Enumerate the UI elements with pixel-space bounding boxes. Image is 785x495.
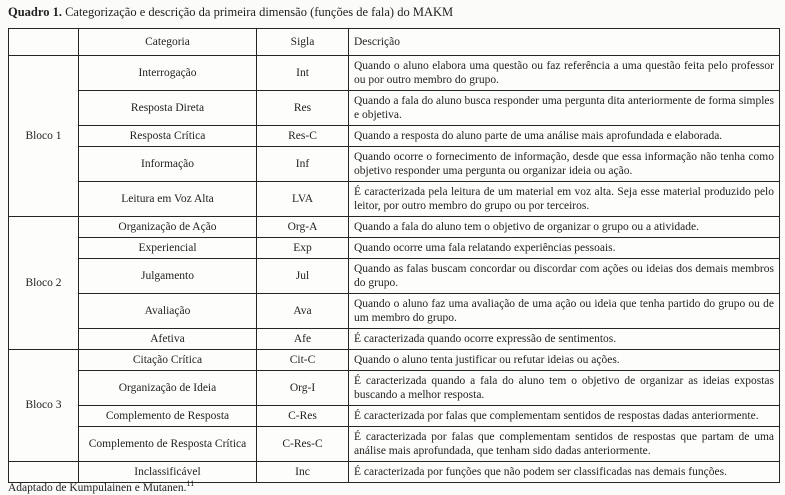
descricao-cell: Quando a fala do aluno tem o objetivo de organizar o grupo ou a atividade. (349, 217, 780, 238)
descricao-cell: Quando o aluno tenta justificar ou refutar ideias ou ações. (349, 350, 780, 371)
sigla-cell: Exp (257, 238, 349, 259)
header-bloco (9, 29, 79, 56)
sigla-cell: LVA (257, 182, 349, 217)
descricao-cell: Quando ocorre uma fala relatando experiências pessoais. (349, 238, 780, 259)
sigla-cell: Int (257, 56, 349, 91)
descricao-cell: Quando ocorre o fornecimento de informação, desde que essa informação não tenha como objetivo responder uma pergunta ou organizar ideia ou ação. (349, 147, 780, 182)
descricao-cell: Quando a fala do aluno busca responder uma pergunta dita anteriormente de forma simples e objetiva. (349, 91, 780, 126)
categoria-cell: Complemento de Resposta Crítica (79, 427, 257, 462)
table-caption-label: Quadro 1. (8, 5, 62, 19)
table-row (9, 329, 780, 350)
descricao-cell: Quando o aluno faz uma avaliação de uma ação ou ideia que tenha partido do grupo ou de um membro do grupo. (349, 294, 780, 329)
descricao-cell: É caracterizada pela leitura de um material em voz alta. Seja esse material produzido pelo leitor, por outro membro do grupo ou por terceiros. (349, 182, 780, 217)
descricao-cell: É caracterizada por falas que complementam sentidos de respostas que partam de uma análise mais aprofundada, que tenham sido dadas anteriormente. (349, 427, 780, 462)
descricao-cell: É caracterizada por falas que complementam sentidos de respostas dadas anteriormente. (349, 406, 780, 427)
header-categoria: Categoria (79, 29, 257, 56)
header-sigla: Sigla (257, 29, 349, 56)
categoria-cell: Inclassificável (79, 462, 257, 483)
header-row (9, 29, 780, 56)
sigla-cell: Jul (257, 259, 349, 294)
sigla-cell: Ava (257, 294, 349, 329)
categoria-cell: Julgamento (79, 259, 257, 294)
sigla-cell: C-Res (257, 406, 349, 427)
categoria-cell: Informação (79, 147, 257, 182)
table-row (9, 427, 780, 462)
sigla-cell: C-Res-C (257, 427, 349, 462)
categoria-cell: Experiencial (79, 238, 257, 259)
table-caption (8, 5, 777, 20)
table-row (9, 91, 780, 126)
bloco-2-cell: Bloco 2 (9, 217, 79, 350)
table-row (9, 217, 780, 238)
source-note-text: Adaptado de Kumpulainen e Mutanen. (8, 481, 187, 494)
categoria-cell: Avaliação (79, 294, 257, 329)
sigla-cell: Org-A (257, 217, 349, 238)
categoria-cell: Organização de Ação (79, 217, 257, 238)
descricao-cell: É caracterizada quando ocorre expressão de sentimentos. (349, 329, 780, 350)
categorization-table (8, 28, 780, 483)
bloco-1-cell: Bloco 1 (9, 56, 79, 217)
categoria-cell: Resposta Crítica (79, 126, 257, 147)
categoria-cell: Complemento de Resposta (79, 406, 257, 427)
sigla-cell: Inc (257, 462, 349, 483)
source-note (8, 480, 777, 494)
descricao-cell: É caracterizada por funções que não podem ser classificadas nas demais funções. (349, 462, 780, 483)
table-row (9, 371, 780, 406)
sigla-cell: Res (257, 91, 349, 126)
descricao-cell: Quando o aluno elabora uma questão ou faz referência a uma questão feita pelo professor ou por outro membro do grupo. (349, 56, 780, 91)
table-row (9, 294, 780, 329)
descricao-cell: Quando a resposta do aluno parte de uma análise mais aprofundada e elaborada. (349, 126, 780, 147)
descricao-cell: É caracterizada quando a fala do aluno tem o objetivo de organizar as ideias expostas buscando a melhor resposta. (349, 371, 780, 406)
sigla-cell: Cit-C (257, 350, 349, 371)
descricao-cell: Quando as falas buscam concordar ou discordar com ações ou ideias dos demais membros do grupo. (349, 259, 780, 294)
table-row (9, 126, 780, 147)
sigla-cell: Res-C (257, 126, 349, 147)
categoria-cell: Interrogação (79, 56, 257, 91)
table-row (9, 259, 780, 294)
bloco-3-cell: Bloco 3 (9, 350, 79, 462)
sigla-cell: Inf (257, 147, 349, 182)
table-caption-text: Categorização e descrição da primeira dimensão (funções de fala) do MAKM (61, 5, 454, 19)
table-row (9, 147, 780, 182)
table-row (9, 350, 780, 371)
categoria-cell: Citação Crítica (79, 350, 257, 371)
table-row (9, 238, 780, 259)
categoria-cell: Afetiva (79, 329, 257, 350)
sigla-cell: Afe (257, 329, 349, 350)
header-descricao: Descrição (349, 29, 780, 56)
table-row (9, 182, 780, 217)
categoria-cell: Resposta Direta (79, 91, 257, 126)
table-row (9, 406, 780, 427)
sigla-cell: Org-I (257, 371, 349, 406)
categoria-cell: Leitura em Voz Alta (79, 182, 257, 217)
source-note-reference: 11 (186, 479, 195, 488)
categoria-cell: Organização de Ideia (79, 371, 257, 406)
table-row (9, 56, 780, 91)
